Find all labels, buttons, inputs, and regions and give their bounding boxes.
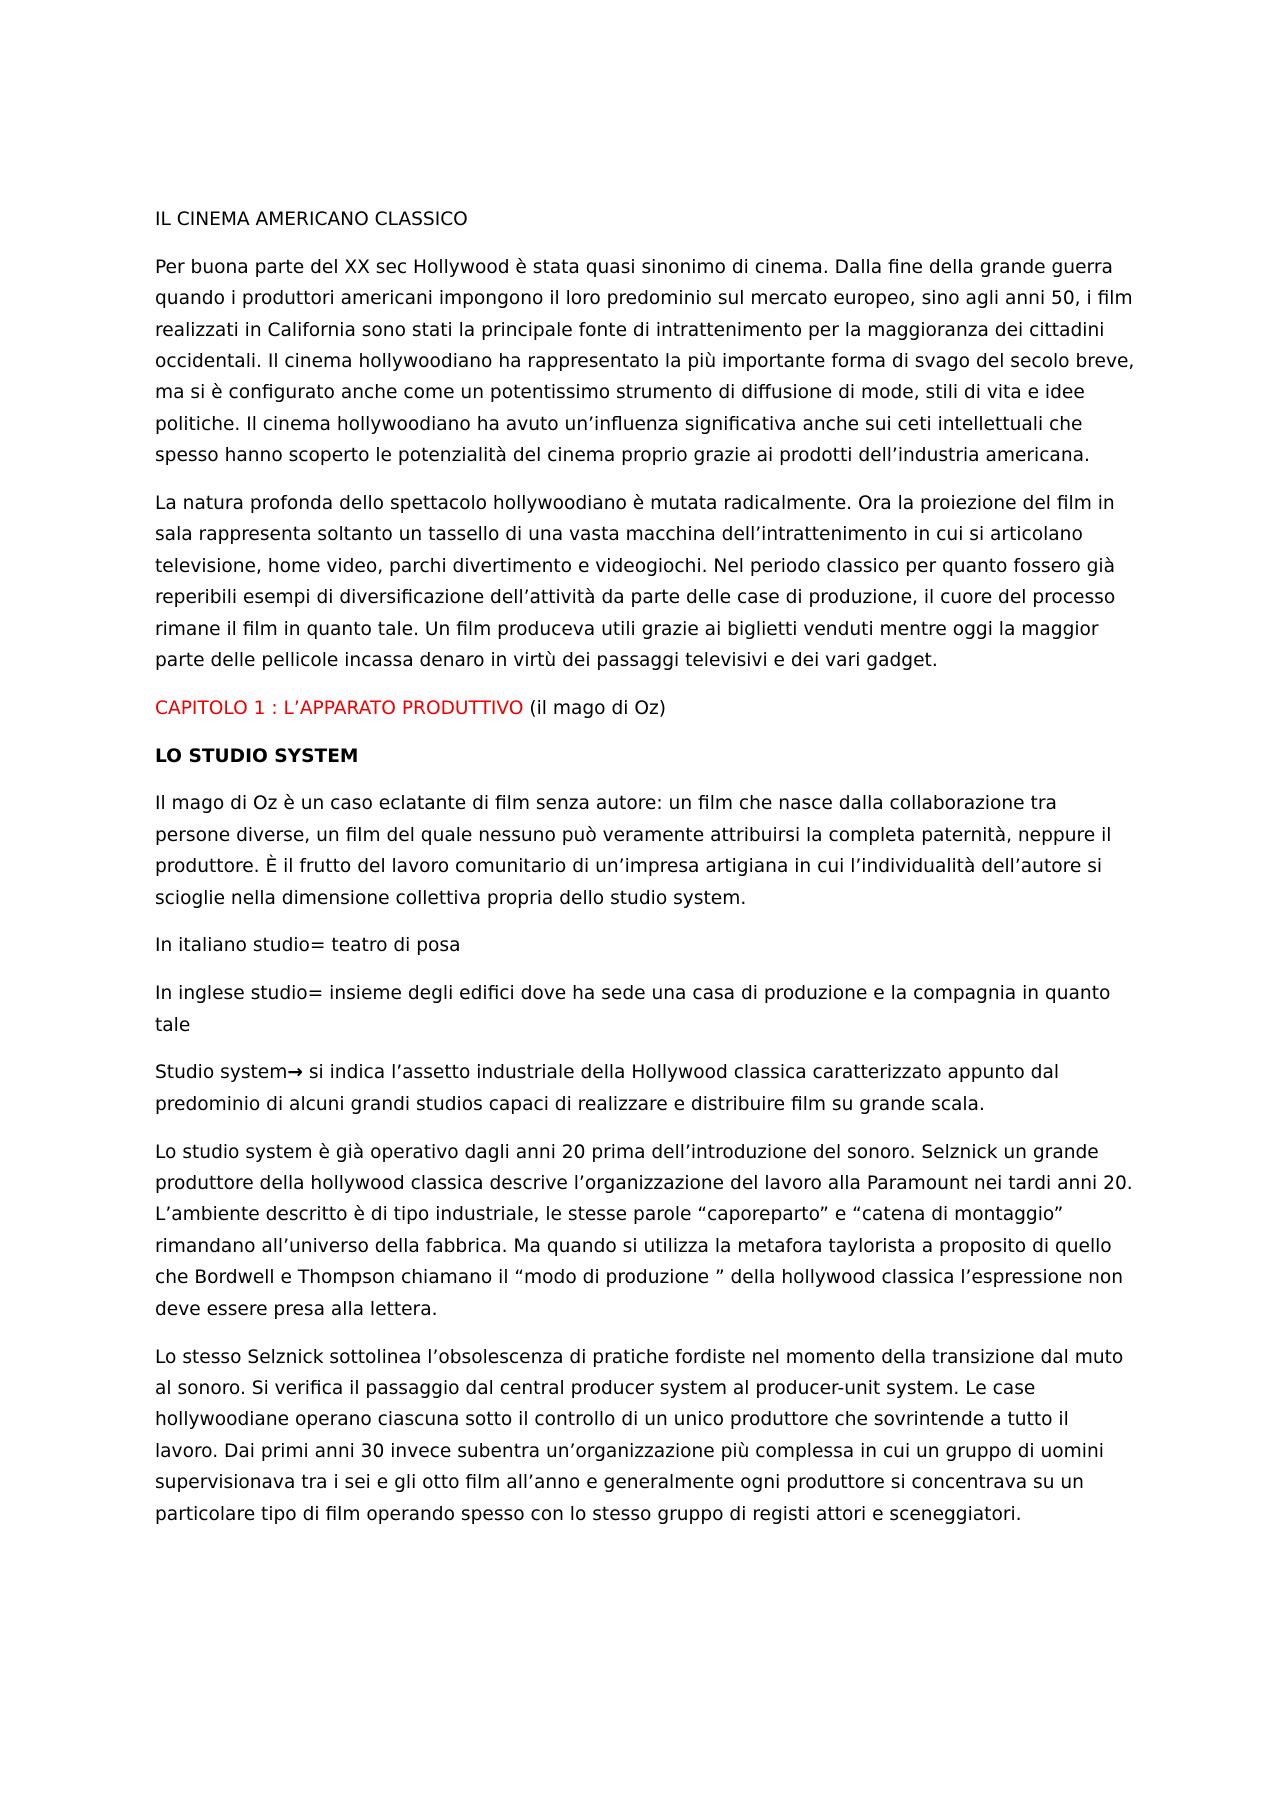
section-heading: LO STUDIO SYSTEM — [155, 745, 359, 767]
section-paragraph-1: Il mago di Oz è un caso eclatante di film senza autore: un film che nasce dalla collaborazione tra persone diverse, un film del quale nessuno può veramente attribuirsi la completa paternità, neppure il produttore. È il frutto del lavoro comunitario di un’impresa artigiana in cui l’individualità dell’autore si scioglie nella dimensione collettiva propria dello studio system. — [155, 793, 1112, 909]
chapter-note: (il mago di Oz) — [523, 697, 666, 719]
studio-system-term: Studio system — [155, 1062, 288, 1084]
section-paragraph-2: Lo studio system è già operativo dagli anni 20 prima dell’introduzione del sonoro. Selznick un grande produttore della hollywood classica descrive l’organizzazione del lavoro alla Paramount nei tardi anni 20. L’ambiente descritto è di tipo industriale, le stesse parole “caporeparto” e “catena di montaggio” rimandano all’universo della fabbrica. Ma quando si utilizza la metafora taylorista a proposito di quello che Bordwell e Thompson chiamano il “modo di produzione ” della hollywood classica l’espressione non deve essere presa alla lettera. — [155, 1141, 1133, 1320]
definition-italian: In italiano studio= teatro di posa — [155, 935, 461, 957]
intro-paragraph-2: La natura profonda dello spettacolo hollywoodiano è mutata radicalmente. Ora la proiezione del film in sala rappresenta soltanto un tassello di una vasta macchina dell’intrattenimento in cui si articolano televisione, home video, parchi divertimento e videogiochi. Nel periodo classico per quanto fossero già reperibili esempi di diversificazione dell’attività da parte delle case di produzione, il cuore del processo rimane il film in quanto tale. Un film produceva utili grazie ai biglietti venduti mentre oggi la maggior parte delle pellicole incassa denaro in virtù dei passaggi televisivi e dei vari gadget. — [155, 493, 1116, 672]
chapter-heading-line — [155, 693, 1135, 724]
document-title: IL CINEMA AMERICANO CLASSICO — [155, 209, 468, 230]
arrow-right-icon: → — [287, 1062, 303, 1084]
studio-system-definition: si indica l’assetto industriale della Hollywood classica caratterizzato appunto dal predominio di alcuni grandi studios capaci di realizzare e distribuire film su grande scala. — [155, 1062, 1060, 1115]
chapter-heading: CAPITOLO 1 : L’APPARATO PRODUTTIVO — [155, 697, 524, 719]
studio-system-definition-line — [155, 1057, 1135, 1120]
intro-paragraph-1: Per buona parte del XX sec Hollywood è stata quasi sinonimo di cinema. Dalla fine della grande guerra quando i produttori americani impongono il loro predominio sul mercato europeo, sino agli anni 50, i film realizzati in California sono stati la principale fonte di intrattenimento per la maggioranza dei cittadini occidentali. Il cinema hollywoodiano ha rappresentato la più importante forma di svago del secolo breve, ma si è configurato anche come un potentissimo strumento di diffusione di mode, stili di vita e idee politiche. Il cinema hollywoodiano ha avuto un’influenza significativa anche sui ceti intellettuali che spesso hanno scoperto le potenzialità del cinema proprio grazie ai prodotti dell’industria americana. — [155, 256, 1135, 467]
definition-english: In inglese studio= insieme degli edifici dove ha sede una casa di produzione e la compagnia in quanto tale — [155, 983, 1111, 1036]
document-body — [155, 204, 1135, 1546]
section-paragraph-3: Lo stesso Selznick sottolinea l’obsolescenza di pratiche fordiste nel momento della transizione dal muto al sonoro. Si verifica il passaggio dal central producer system al producer-unit system. Le case hollywoodiane operano ciascuna sotto il controllo di un unico produttore che sovrintende a tutto il lavoro. Dai primi anni 30 invece subentra un’organizzazione più complessa in cui un gruppo di uomini supervisionava tra i sei e gli otto film all’anno e generalmente ogni produttore si concentrava su un particolare tipo di film operando spesso con lo stesso gruppo di registi attori e sceneggiatori. — [155, 1346, 1124, 1525]
